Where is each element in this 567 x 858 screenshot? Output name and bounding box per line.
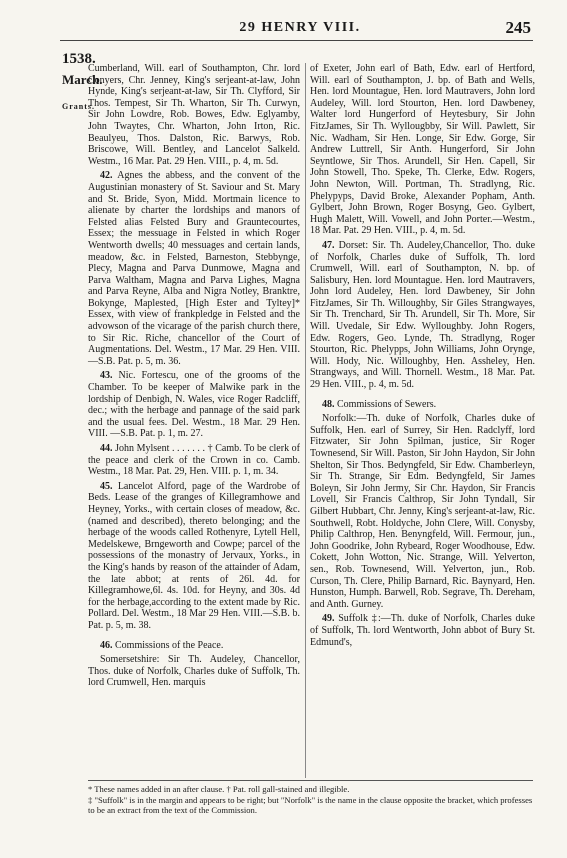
footnote: ‡ "Suffolk" is in the margin and appears to be right; but "Norfolk" is the name in the clause opposite the bracket, which professes to be an extract from the text of the Commission. <box>88 794 533 815</box>
entry-text: John Mylsent . . . . . . . † Camb. To be clerk of the peace and clerk of the Crown in co. Camb. Westm., 18 Mar. Pat. 29, Hen. VIII. p. 1, m. 34. <box>88 443 300 478</box>
running-title: 29 HENRY VIII. <box>239 20 361 35</box>
entry-paragraph <box>88 443 300 478</box>
entry-number: 43. <box>100 370 113 382</box>
entry-number: 49. <box>322 613 335 625</box>
entry-number: 46. <box>100 639 113 651</box>
left-column <box>88 63 300 689</box>
entry-paragraph <box>310 413 535 610</box>
entry-paragraph <box>88 654 300 689</box>
footnotes <box>88 784 533 816</box>
entry-number: 44. <box>100 443 113 454</box>
entry-text: Suffolk ‡:—Th. duke of Norfolk, Charles duke of Suffolk, Th. lord Wentworth, John abbot of Bury St. Edmund's, <box>310 613 535 648</box>
right-column <box>310 63 535 648</box>
entry-paragraph <box>88 640 300 652</box>
entry-text: Commissions of Sewers. <box>337 398 437 410</box>
footnote-rule <box>88 780 533 781</box>
entry-text: Nic. Fortescu, one of the grooms of the Chamber. To be keeper of Malwike park in the lordship of Denbigh, N. Wales, vice Roger Radcliff, dec.; with the herbage and pannage of the said park and the usual fees. Del. Westm., 18 Mar. 29 Hen. VIII. —S.B. Pat. p. 1, m. 27. <box>88 370 300 440</box>
margin-section: Grants. <box>62 102 95 111</box>
entry-number: 42. <box>100 170 113 182</box>
column-divider <box>305 63 306 778</box>
entry-text: Commissions of the Peace. <box>115 639 224 651</box>
margin-year: 1538. <box>62 51 96 67</box>
entry-paragraph <box>310 240 535 391</box>
entry-text: Somersetshire: Sir Th. Audeley, Chancellor, Thos. duke of Norfolk, Charles duke of Suffolk, Th. lord Crumwell, Hen. marquis <box>88 654 300 689</box>
entry-text: Lancelot Alford, page of the Wardrobe of Beds. Lease of the granges of Killegramhowe and Heyney, Yorks., with certain closes of meadow, &c. (named and described), thereto belonging; and the herbage of the woods called Rothenyre, Lytell Hell, Medelskewe, Brngeworth and Cowpe; parcel of the possessions of the monastry of Jervaux, Yorks., in the King's hands by reason of the attainder of Adam, the late abbot; at rents of 26l. 4d. for Killegramhowe,6l. 4s. 10d. for Heyny, and 30s. 4d for the herbage,according to the extent made by Ric. Pollard. Del. Westm., 18 Mar 29 Hen. VIII.—S.B. b. Pat. p. 5, m. 38. <box>88 480 300 631</box>
entry-number: 48. <box>322 398 335 410</box>
entry-paragraph <box>310 63 535 237</box>
page-number: 245 <box>505 18 531 37</box>
entry-paragraph <box>88 63 300 167</box>
footnote: * These names added in an after clause. † Pat. roll gall-stained and illegible. <box>88 784 350 794</box>
entry-paragraph <box>88 481 300 632</box>
entry-paragraph <box>310 613 535 648</box>
entry-text: Dorset: Sir. Th. Audeley,Chancellor, Tho. duke of Norfolk, Charles duke of Suffolk, Th. lord Crumwell, Will. earl of Southampton, N. bp. of Salisbury, Hen. lord Mountague. Hen. lord Mautravers, John lord Audeley, Hen. lord Dawbeney, Sir John FitzJames, Sir Th. Willoughby, Sir Giles Strangwayes, Sir Th. Trenchard, Sir Th. Arundell, Sir Th. More, Sir Will. Uvedale, Sir Edw. Wylloughby. John Rogers, Edw. Rogers, Geo. Lynde, Th. Stradlyng, Roger Stourton, Ric. Phelypps, John Williams, John Oryngе, Will. Hody, Nic. Willoughby, Hen. Assheley, Hen. Strangways, and Will. Thornell. Westm., 18 Mar. Pat. 29 Hen. VIII., p. 4, m. 5d. <box>310 239 536 391</box>
entry-number: 47. <box>322 239 335 251</box>
header-rule <box>60 40 533 41</box>
entry-paragraph <box>88 170 300 367</box>
entry-text: Agnes the abbess, and the convent of the Augustinian monastery of St. Saviour and St. Mary and St. Bride, Syon, Midd. Mortmain licence to alienate by charter the lordships and manors of Felsted alias Felsted Bury and Grauntecourtes, Essex; the messuage in Felsted in which Roger Wentworth dwells; 40 messuages and certain lands, meadow, &c. in Felsted, Barneston, Stebbynge, Plecy, Magna and Parva Dunmowe, Magna and Parva Waltham, Magna and Parva Lighes, Magna and Parva Reyne, Alba and Nigra Notley, Branktre, Bokynge, Maplested, [High Ester and Tyltey]* Essex, with view of frankpledge in Felsted and the advowson of the vicarage of the parish church there, to Sir Ric. Riche, chancellor of the Court of Augmentations. Del. Westm., 17 Mar. 29 Hen. VIII.—S.B. Pat. p. 5, m. 36. <box>88 170 300 367</box>
entry-paragraph <box>310 399 535 411</box>
margin-month: March. <box>62 72 103 87</box>
entry-paragraph <box>88 370 300 440</box>
entry-text: Norfolk:—Th. duke of Norfolk, Charles duke of Suffolk, Hen. earl of Surrey, Sir Hen. Radclyff, lord Fitzwater, Sir John Spilman, justice, Sir Roger Townesend, Sir Will. Paston, Sir John Haydon, Sir John Shelton, Sir Thos. Bedyngfeld, Sir Edw. Chamberleyn, Sir Th. Strange, Sir Edm. Bedyngfeld, Sir James Boleyn, Sir John Jermy, Sir Chr. Haydon, Sir Francis Lovell, Sir Francis Calthrop, Sir John Tyndall, Sir Gilbert Hubbart, Chr. Jenny, King's serjeant-at-law, Ric. Southwell, Robt. Holdyche, John Clere, Will. Conysby, Philip Calthrop, Hen. Benyngfeld, Will. Fermour, jun., John Goodrike, John Rybeard, Roger Woodhouse, Edw. Cokett, John Wotton, Nic. Strange, Will. Yelverton, sen., Rob. Townesend, Will. Yelverton, jun., Rob. Curson, Th. Clere, Philip Barnard, Ric. Baynyard, Hen. Hunston, Humph. Barwell, Rob. Segrave, Th. Dereham, and Anth. Gurney. <box>310 413 535 610</box>
entry-text: Cumberland, Will. earl of Southampton, Chr. lord Conyers, Chr. Jenney, King's serjeant-at-law, John Hynde, King's serjeant-at-law, Sir Th. Clyfford, Sir Thos. Tempest, Sir Th. Wharton, Sir Th. Curwyn, Sir John Lowdre, Rob. Bowes, Edw. Eglyamby, John Twaytes, Chr. Wharton, John Irton, Ric. Beaulyeu, Thos. Dalston, Ric. Barwys, Rob. Briscowe, Will. Bentley, and Lancelot Salkeld. Westm., 16 Mar. Pat. 29 Hen. VIII., p. 4, m. 5d. <box>88 63 300 167</box>
entry-text: of Exeter, John earl of Bath, Edw. earl of Hertford, Will. earl of Southampton, J. bp. of Bath and Wells, Hen. lord Mountague, Hen. lord Mautravers, John lord Audeley, Will. lord Stourton, Hen. lord Dawbeney, Walter lord Hungerford of Heytesbury, Sir John FitzJames, Sir Th. Wyllougbby, Sir Will. Pawlett, Sir Nic. Wadham, Sir Hen. Longe, Sir Edw. Gorge, Sir Andrew Luttrell, Sir Anth. Hungerford, Sir John Seyntlowe, Sir Thos. Arundell, Sir Hen. Capell, Sir John Stowell, Tho. Speke, Th. Clerke, Edw. Rogers, John Newton, Will. Portman, Th. Stradlyng, Ric. Phelypyps, David Broke, Alexander Popham, Anth. Gylbert, John Brown, Roger Bosyng, Geo. Gylbert, Hugh Malett, Will. Vowell, and John Porter.—Westm., 18 Mar. Pat. 29 Hen. VIII., p. 4, m. 5d. <box>310 63 535 237</box>
entry-number: 45. <box>100 480 113 492</box>
